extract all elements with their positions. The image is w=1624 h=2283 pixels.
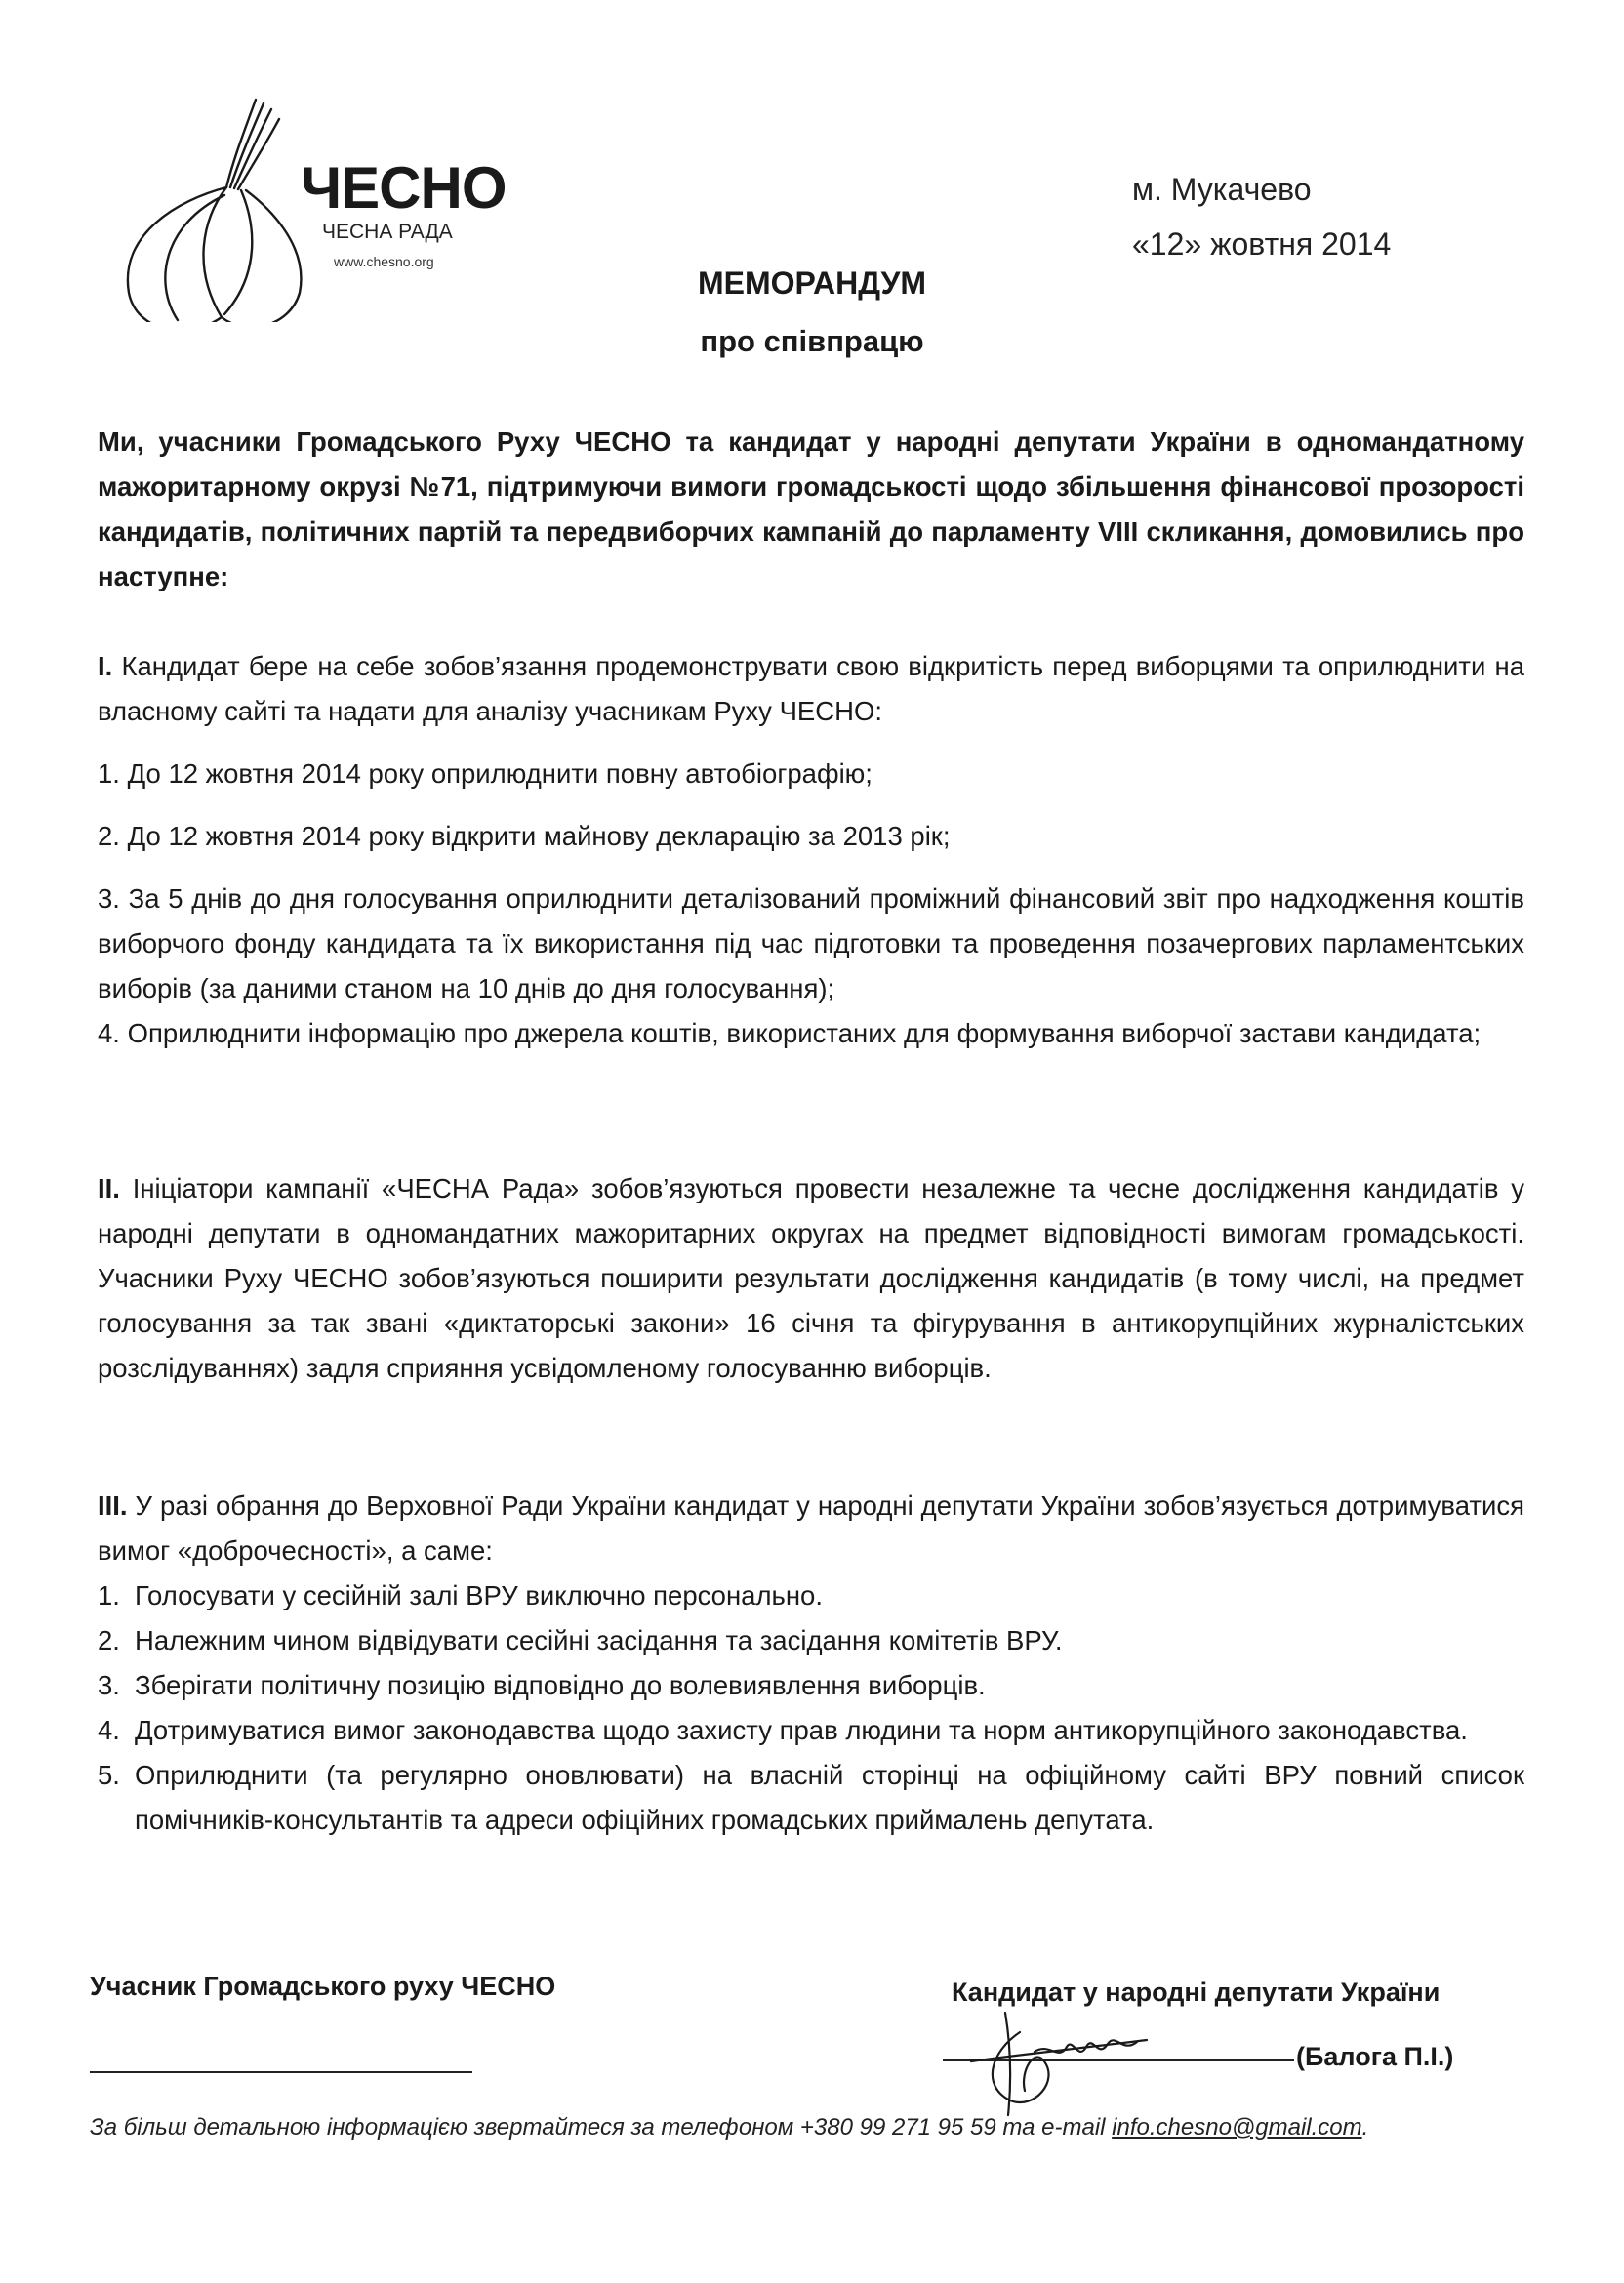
section-2-body: Ініціатори кампанії «ЧЕСНА Рада» зобов’язуються провести незалежне та чесне дослідження кандидатів у народні депутати в одномандатних мажоритарних округах на предмет відповідності вимогам громадськості. Учасники Руху ЧЕСНО зобов’язуються поширити результати дослідження кандидатів (в тому числі, на предмет голосування за так звані «диктаторські закони» 16 січня та фігурування в антикорупційних журналістських розслідуваннях) задля сприяння усвідомленому голосуванню виборців. bbox=[98, 1173, 1525, 1383]
intro-paragraph bbox=[98, 420, 1524, 599]
list-item: 2. Належним чином відвідувати сесійні засідання та засідання комітетів ВРУ. bbox=[98, 1625, 1063, 1655]
section-1-item: 2. До 12 жовтня 2014 року відкрити майнову декларацію за 2013 рік; bbox=[98, 821, 951, 851]
logo-title: ЧЕСНО bbox=[301, 155, 507, 221]
list-item: 5. Оприлюднити (та регулярно оновлювати) на власній сторінці на офіційному сайті ВРУ повний список помічників-консультантів та адреси офіційних громадських приймалень депутата. bbox=[98, 1760, 1524, 1835]
city: м. Мукачево bbox=[1132, 172, 1312, 207]
section-3 bbox=[98, 1484, 1524, 1843]
place-date-block bbox=[1132, 162, 1391, 271]
section-1-item: 1. До 12 жовтня 2014 року оприлюднити повну автобіографію; bbox=[98, 758, 873, 789]
left-signature-line bbox=[90, 2071, 472, 2073]
section-2-text bbox=[98, 1166, 1524, 1391]
list-item: 3. Зберігати політичну позицію відповідно до волевиявлення виборців. bbox=[98, 1670, 986, 1700]
handwritten-signature bbox=[952, 1993, 1186, 2120]
footer-text: За більш детальною інформацією звертайтеся за телефоном +380 99 271 95 59 та e-mail bbox=[90, 2114, 1106, 2140]
section-3-number: III. bbox=[98, 1490, 128, 1521]
document-subtitle: про співпрацю bbox=[700, 324, 924, 358]
document-date: «12» жовтня 2014 bbox=[1132, 226, 1392, 262]
footer-contact bbox=[90, 2114, 1368, 2141]
section-2-number: II. bbox=[98, 1173, 120, 1203]
intro-text: Ми, учасники Громадського Руху ЧЕСНО та кандидат у народні депутати України в одномандатному мажоритарному окрузі №71, підтримуючи вимоги громадськості щодо збільшення фінансової прозорості кандидатів, політичних партій та передвиборчих кампаній до парламенту VIII скликання, домовились про наступне: bbox=[98, 427, 1524, 591]
section-1-item: 3. За 5 днів до дня голосування оприлюднити деталізований проміжний фінансовий звіт про надходження коштів виборчого фонду кандидата та їх використання під час підготовки та проведення позачергових парламентських виборів (за даними станом на 10 днів до дня голосування); bbox=[98, 883, 1524, 1003]
candidate-name: (Балога П.І.) bbox=[1296, 2042, 1454, 2071]
section-1-body: Кандидат бере на себе зобов’язання продемонструвати свою відкритість перед виборцями та оприлюднити на власному сайті та надати для аналізу учасникам Руху ЧЕСНО: bbox=[98, 651, 1524, 726]
section-3-body: У разі обрання до Верховної Ради України кандидат у народні депутати України зобов’язується дотримуватися вимог «доброчесності», а саме: bbox=[98, 1490, 1524, 1566]
section-1 bbox=[98, 644, 1524, 1056]
section-3-text bbox=[98, 1484, 1524, 1573]
footer-end: . bbox=[1361, 2114, 1369, 2140]
list-item: 1. Голосувати у сесійній залі ВРУ виключно персонально. bbox=[98, 1580, 823, 1610]
left-signatory-label: Учасник Громадського руху ЧЕСНО bbox=[90, 1972, 556, 2001]
document-title: МЕМОРАНДУМ bbox=[697, 265, 927, 301]
logo-subtitle: ЧЕСНА РАДА bbox=[322, 221, 453, 243]
logo-url: www.chesno.org bbox=[334, 254, 434, 269]
section-1-number: I. bbox=[98, 651, 113, 681]
section-2 bbox=[98, 1166, 1524, 1391]
section-1-text bbox=[98, 644, 1524, 734]
right-signatory-label: Кандидат у народні депутати України bbox=[952, 1977, 1441, 2007]
section-1-item: 4. Оприлюднити інформацію про джерела коштів, використаних для формування виборчої застави кандидата; bbox=[98, 1018, 1482, 1048]
section-3-list bbox=[98, 1573, 1524, 1843]
footer-email-link[interactable]: info.chesno@gmail.com bbox=[1112, 2114, 1362, 2140]
list-item: 4. Дотримуватися вимог законодавства щодо захисту прав людини та норм антикорупційного законодавства. bbox=[98, 1715, 1468, 1745]
